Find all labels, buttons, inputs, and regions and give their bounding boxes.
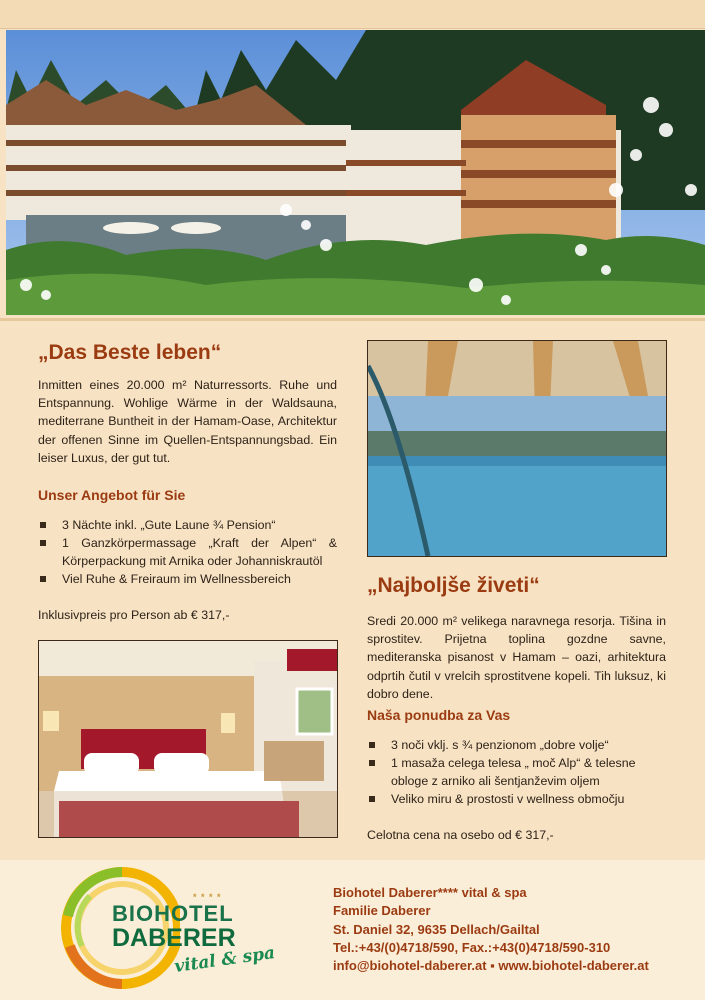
list-item: 1 masaža celega telesa „ moč Alp“ & telesne obloge z arniko ali šentjanževim oljem xyxy=(367,754,666,790)
logo-line3: vital & spa xyxy=(173,943,277,977)
list-item: Veliko miru & prostosti v wellness območju xyxy=(367,790,666,808)
right-price: Celotna cena na osebo od € 317,- xyxy=(367,828,554,842)
logo-stars: * * * * xyxy=(193,892,222,902)
contact-block xyxy=(333,884,649,975)
left-offer-heading: Unser Angebot für Sie xyxy=(38,487,186,503)
list-item: Viel Ruhe & Freiraum im Wellnessbereich xyxy=(38,570,337,588)
right-offer-list xyxy=(367,736,666,808)
left-intro-text: Inmitten eines 20.000 m² Naturressorts. Ruhe und Entspannung. Wohlige Wärme in der Waldsauna, mediterrane Buntheit in der Hamam-Oase, Architektur der offenen Sinne im Quellen-Entspannungsbad. Ein leiser Luxus, der gut tut. xyxy=(38,378,337,465)
bedroom-photo xyxy=(38,640,338,838)
hotel-exterior-photo xyxy=(6,30,705,315)
pool-photo xyxy=(367,340,667,557)
section-divider xyxy=(0,318,705,321)
right-section-intro xyxy=(367,612,666,703)
contact-web[interactable]: info@biohotel-daberer.at ▪ www.biohotel-daberer.at xyxy=(333,958,649,974)
contact-hotel-name: Biohotel Daberer**** vital & spa xyxy=(333,885,527,900)
left-section-intro xyxy=(38,376,337,467)
contact-address: St. Daniel 32, 9635 Dellach/Gailtal xyxy=(333,921,540,937)
contact-phone-fax: Tel.:+43/(0)4718/590, Fax.:+43(0)4718/590-310 xyxy=(333,939,611,955)
left-price: Inklusivpreis pro Person ab € 317,- xyxy=(38,608,230,622)
contact-family: Familie Daberer xyxy=(333,903,431,919)
top-band xyxy=(0,0,705,29)
logo-line2: DABERER xyxy=(112,924,236,952)
list-item: 3 noči vklj. s ¾ penzionom „dobre volje“ xyxy=(367,736,666,754)
list-item: 1 Ganzkörpermassage „Kraft der Alpen“ & Körperpackung mit Arnika oder Johanniskrautöl xyxy=(38,534,337,570)
list-item: 3 Nächte inkl. „Gute Laune ¾ Pension“ xyxy=(38,516,337,534)
right-intro-text: Sredi 20.000 m² velikega naravnega resorja. Tišina in sprostitev. Prijetna toplina gozdne savne, mediteranska pisanost v Hamam – oazi, arhitektura odprtih čutil v vrelcih sprostitvene kopeli. Tih luksuz, ki dobro dene. xyxy=(367,614,666,701)
right-section-title: „Najboljše živeti“ xyxy=(367,574,540,597)
left-section-title: „Das Beste leben“ xyxy=(38,341,222,364)
logo-line1: BIOHOTEL xyxy=(112,901,234,926)
left-offer-list xyxy=(38,516,337,588)
right-offer-heading: Naša ponudba za Vas xyxy=(367,707,511,723)
